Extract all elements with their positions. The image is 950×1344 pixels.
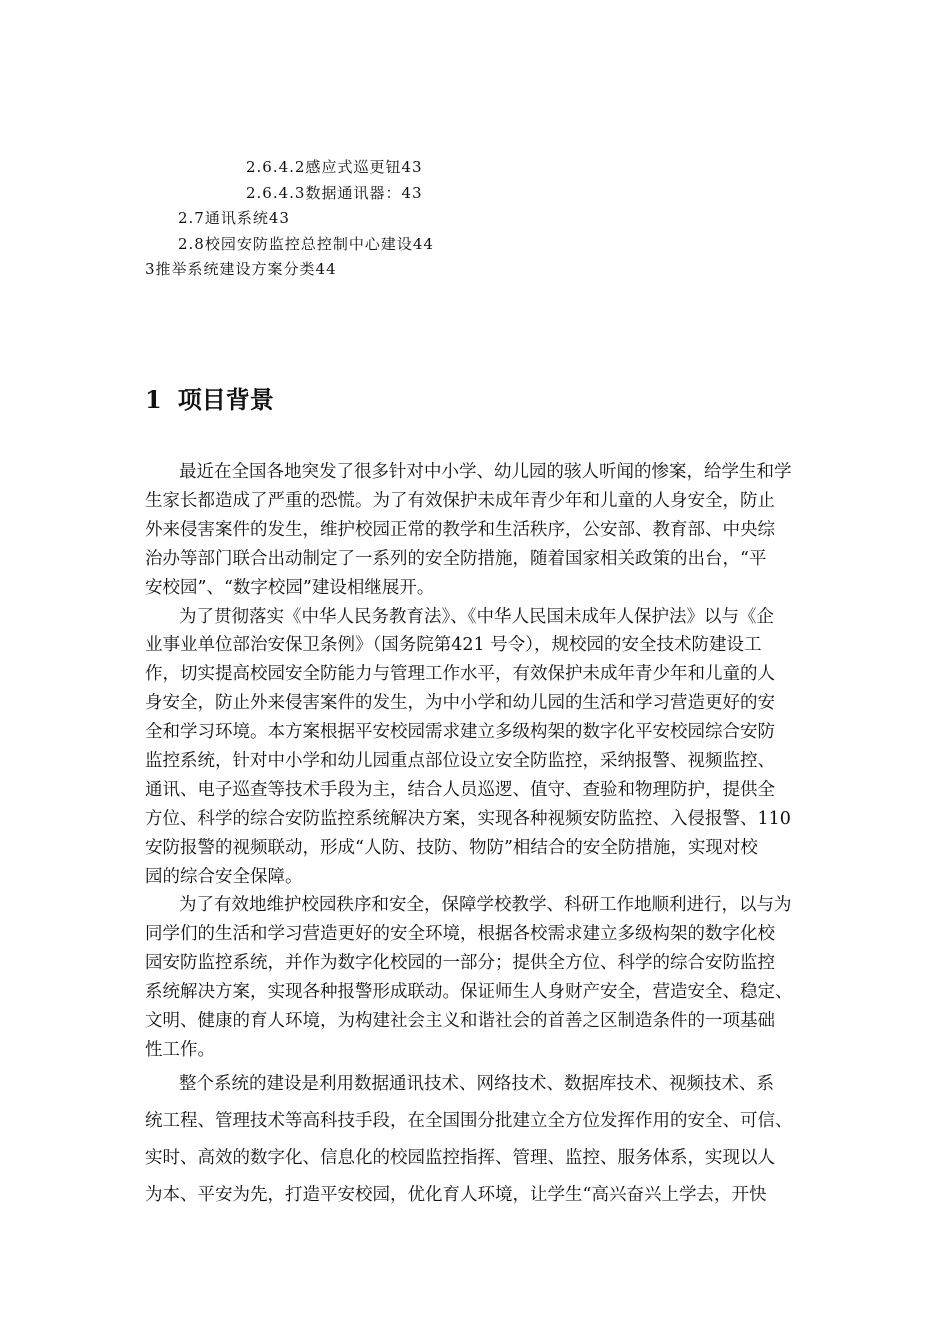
paragraph-line: 最近在全国各地突发了很多针对中小学、幼儿园的骇人听闻的惨案，给学生和学 xyxy=(179,462,792,482)
paragraph-line: 统工程、管理技术等高科技手段，在全国围分批建立全方位发挥作用的安全、可信、 xyxy=(145,1111,793,1131)
paragraph-line: 通讯、电子巡查等技术手段为主，结合人员巡逻、值守、查验和物理防护，提供全 xyxy=(145,780,775,800)
paragraph-line: 实时、高效的数字化、信息化的校园监控指挥、管理、监控、服务体系，实现以人 xyxy=(145,1148,775,1168)
paragraph-line: 性工作。 xyxy=(145,1040,215,1060)
paragraph-line: 为了有效地维护校园秩序和安全，保障学校教学、科研工作地顺利进行，以与为 xyxy=(179,895,792,915)
paragraph-line: 业事业单位部治安保卫条例》（国务院第421 号令），规校园的安全技术防建设工 xyxy=(145,635,762,655)
paragraph-line: 园的综合安全保障。 xyxy=(145,867,303,887)
paragraph-line: 方位、科学的综合安防监控系统解决方案，实现各种视频安防监控、入侵报警、110 xyxy=(145,809,791,829)
paragraph-line: 作，切实提高校园安全防能力与管理工作水平，有效保护未成年青少年和儿童的人 xyxy=(145,664,775,684)
paragraph-line: 为了贯彻落实《中华人民务教育法》、《中华人民国未成年人保护法》以与《企 xyxy=(179,607,774,627)
section-title: 项目背景 xyxy=(177,385,274,414)
paragraph-line: 安校园”、“数字校园”建设相继展开。 xyxy=(145,578,435,598)
paragraph-line: 同学们的生活和学习营造更好的安全环境，根据各校需求建立多级构架的数字化校 xyxy=(145,924,775,944)
toc-entry[interactable]: 2.7通讯系统43 xyxy=(178,209,290,227)
paragraph-line: 治办等部门联合出动制定了一系列的安全防措施，随着国家相关政策的出台，“平 xyxy=(145,549,767,569)
section-number: 1 xyxy=(145,385,162,414)
paragraph-line: 安防报警的视频联动，形成“人防、技防、物防”相结合的安全防措施，实现对校 xyxy=(145,838,758,858)
toc-entry[interactable]: 2.8校园安防监控总控制中心建设44 xyxy=(178,235,434,253)
toc-entry[interactable]: 2.6.4.3数据通讯器：43 xyxy=(246,184,423,202)
paragraph-line: 身安全，防止外来侵害案件的发生，为中小学和幼儿园的生活和学习营造更好的安 xyxy=(145,693,775,713)
paragraph-line: 系统解决方案，实现各种报警形成联动。保证师生人身财产安全，营造安全、稳定、 xyxy=(145,982,793,1002)
paragraph-line: 为本、平安为先，打造平安校园，优化育人环境，让学生“高兴奋兴上学去，开快 xyxy=(145,1185,767,1205)
section-heading xyxy=(145,384,274,416)
toc-entry[interactable]: 2.6.4.2感应式巡更钮43 xyxy=(246,158,423,176)
paragraph-line: 文明、健康的育人环境，为构建社会主义和谐社会的首善之区制造条件的一项基础 xyxy=(145,1011,775,1031)
paragraph-line: 整个系统的建设是利用数据通讯技术、网络技术、数据库技术、视频技术、系 xyxy=(179,1074,774,1094)
paragraph-line: 监控系统，针对中小学和幼儿园重点部位设立安全防监控，采纳报警、视频监控、 xyxy=(145,751,775,771)
paragraph-line: 外来侵害案件的发生，维护校园正常的教学和生活秩序，公安部、教育部、中央综 xyxy=(145,520,775,540)
paragraph-line: 全和学习环境。本方案根据平安校园需求建立多级构架的数字化平安校园综合安防 xyxy=(145,722,775,742)
paragraph-line: 生家长都造成了严重的恐慌。为了有效保护未成年青少年和儿童的人身安全，防止 xyxy=(145,491,775,511)
paragraph-line: 园安防监控系统，并作为数字化校园的一部分；提供全方位、科学的综合安防监控 xyxy=(145,953,775,973)
toc-entry[interactable]: 3推举系统建设方案分类44 xyxy=(145,260,337,278)
